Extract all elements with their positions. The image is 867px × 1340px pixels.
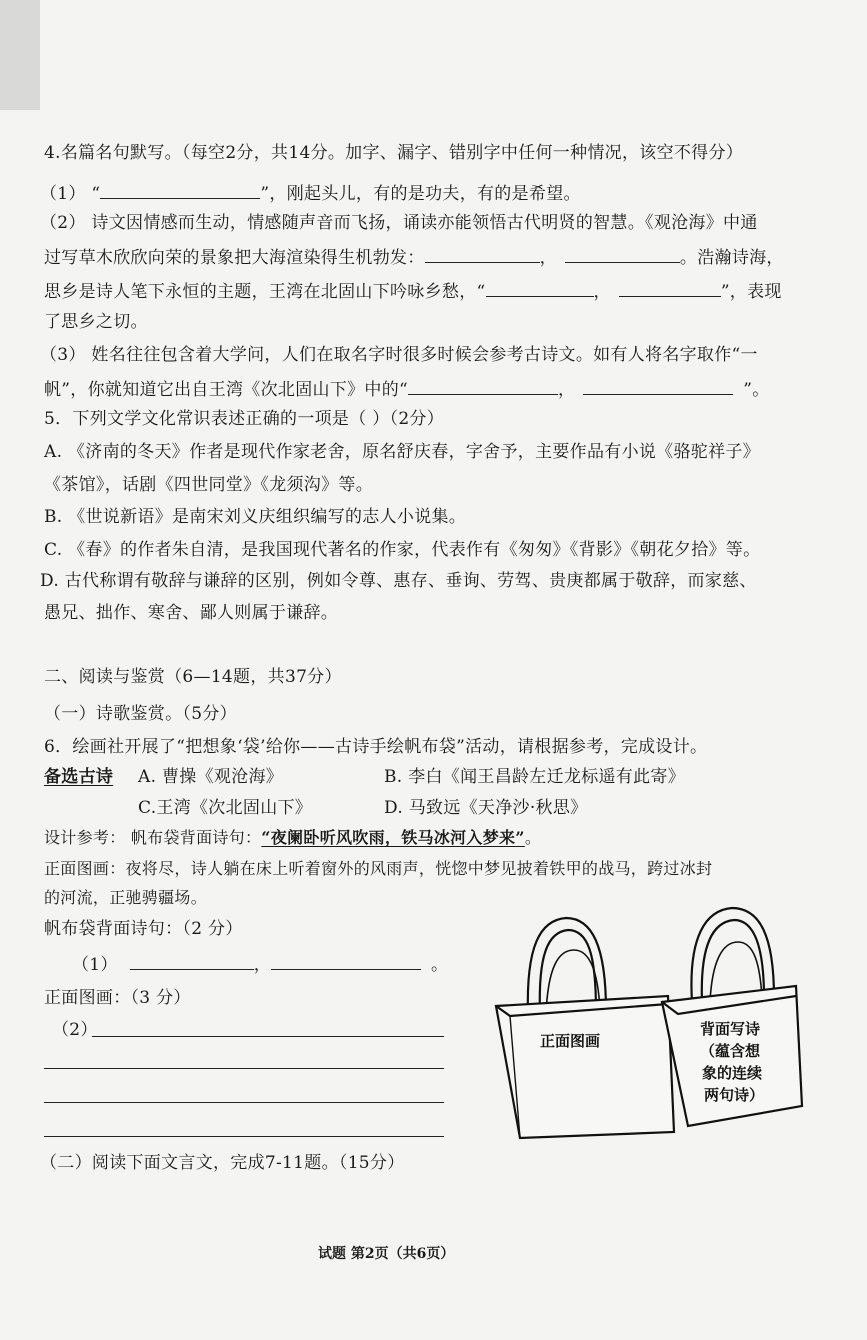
front-bag <box>496 918 674 1138</box>
q4-s2-text: 。浩瀚诗海， <box>679 248 784 268</box>
q4-s2-text: 思乡是诗人笔下永恒的主题，王湾在北固山下吟咏乡愁，“ <box>44 282 486 302</box>
q4-s2-line3 <box>44 278 782 304</box>
reference-label: 设计参考： 帆布袋背面诗句： <box>44 828 262 847</box>
answer-blank[interactable] <box>271 951 421 970</box>
tote-bags-svg <box>488 906 808 1156</box>
subsection-title: （一）诗歌鉴赏。（5分） <box>44 704 237 724</box>
comma: ， <box>253 955 272 975</box>
front-description-line2: 的河流，正驰骋疆场。 <box>44 888 208 907</box>
scan-corner-shadow <box>0 0 40 110</box>
section-title: 二、阅读与鉴赏（6—14题，共37分） <box>44 667 342 687</box>
answer-line[interactable] <box>44 1136 444 1137</box>
q4-s2-line4: 了思乡之切。 <box>44 312 148 332</box>
front-description-line1: 正面图画：夜将尽，诗人躺在床上听着窗外的风雨声，恍惚中梦见披着铁甲的战马，跨过冰封 <box>44 859 713 878</box>
reference-poem: “夜阑卧听风吹雨，铁马冰河入梦来” <box>261 828 525 847</box>
tote-bag-illustration <box>488 906 808 1156</box>
q5-option-c: C. 《春》的作者朱自清，是我国现代著名的作家，代表作有《匆匆》《背影》《朝花夕拾》等。 <box>44 540 761 560</box>
q4-s1-suffix: ”，刚起头儿，有的是功夫，有的是希望。 <box>260 184 581 204</box>
poem-option-c: C.王湾《次北固山下》 <box>138 798 313 818</box>
blank-number: （1） <box>72 955 118 975</box>
q5-option-d-line1: D. 古代称谓有敬辞与谦辞的区别，例如令尊、惠存、垂询、劳驾、贵庚都属于敬辞，而家慈、 <box>40 571 757 591</box>
back-bag-label-2: （蕴含想 <box>700 1042 761 1060</box>
subsection-title-2: （二）阅读下面文言文，完成7-11题。（15分） <box>40 1153 405 1173</box>
q4-s3-text: 帆”，你就知道它出自王湾《次北固山下》中的“ <box>44 380 408 400</box>
answer-blank[interactable] <box>130 951 254 970</box>
poem-option-d: D. 马致远《天净沙·秋思》 <box>384 798 588 818</box>
q4-title: 4.名篇名句默写。（每空2分，共14分。加字、漏字、错别字中任何一种情况，该空不得分） <box>44 143 744 163</box>
back-bag-label-3: 象的连续 <box>702 1064 763 1082</box>
poem-option-b: B. 李白《闻王昌龄左迁龙标遥有此寄》 <box>384 767 685 787</box>
q5-option-a-line2: 《茶馆》，话剧《四世同堂》《龙须沟》等。 <box>44 475 373 495</box>
q4-s3-line1: （3） 姓名往往包含着大学问，人们在取名字时很多时候会参考古诗文。如有人将名字取作“一 <box>40 345 758 365</box>
q5-option-b: B. 《世说新语》是南宋刘义庆组织编写的志人小说集。 <box>44 507 467 527</box>
answer-blank[interactable] <box>408 376 558 395</box>
q4-s2-line1: （2） 诗文因情感而生动，情感随声音而飞扬，诵读亦能领悟古代明贤的智慧。《观沧海》中通 <box>40 213 758 233</box>
q6-blank2-number: （2） <box>52 1020 98 1040</box>
answer-blank[interactable] <box>619 278 721 297</box>
comma: ， <box>539 248 557 268</box>
front-bag-label: 正面图画 <box>540 1032 601 1050</box>
answer-blank[interactable] <box>100 180 260 199</box>
q5-title: 5．下列文学文化常识表述正确的一项是（ ）（2分） <box>44 409 445 429</box>
comma: ， <box>593 282 611 302</box>
answer-blank[interactable] <box>583 376 733 395</box>
options-label: 备选古诗 <box>44 767 114 787</box>
answer-line[interactable] <box>44 1068 444 1069</box>
q6-title: 6．绘画社开展了“把想象‘袋’给你——古诗手绘帆布袋”活动，请根据参考，完成设计。 <box>44 737 708 757</box>
back-poem-label: 帆布袋背面诗句：（2 分） <box>44 919 243 939</box>
poem-option-a: A. 曹操《观沧海》 <box>138 767 284 787</box>
q4-s3-line2 <box>44 376 770 402</box>
front-image-label: 正面图画：（3 分） <box>44 988 191 1008</box>
back-bag-label-1: 背面写诗 <box>700 1020 761 1038</box>
q6-blank1-row <box>72 951 448 977</box>
q4-s1-prefix: （1） “ <box>40 184 101 204</box>
answer-blank[interactable] <box>486 278 594 297</box>
q4-s1 <box>40 180 581 206</box>
q4-s2-text: 过写草木欣欣向荣的景象把大海渲染得生机勃发： <box>44 248 425 268</box>
comma: ， <box>557 380 576 400</box>
page-footer: 试题 第2页（共6页） <box>318 1246 455 1262</box>
design-reference <box>44 826 541 850</box>
period: 。 <box>524 828 542 847</box>
q5-option-d-line2: 愚兄、拙作、寒舍、鄙人则属于谦辞。 <box>44 603 339 623</box>
answer-blank[interactable] <box>565 244 680 263</box>
q4-s2-line2 <box>44 244 784 270</box>
answer-line[interactable] <box>44 1102 444 1103</box>
period: 。 <box>431 955 449 975</box>
q4-s3-text: ”。 <box>743 380 770 400</box>
q4-s2-text: ”，表现 <box>720 282 782 302</box>
answer-blank[interactable] <box>425 244 540 263</box>
q5-option-a-line1: A. 《济南的冬天》作者是现代作家老舍，原名舒庆春，字舍予，主要作品有小说《骆驼祥子》 <box>44 442 760 462</box>
back-bag-label-4: 两句诗） <box>704 1086 765 1104</box>
answer-line[interactable] <box>92 1036 444 1037</box>
